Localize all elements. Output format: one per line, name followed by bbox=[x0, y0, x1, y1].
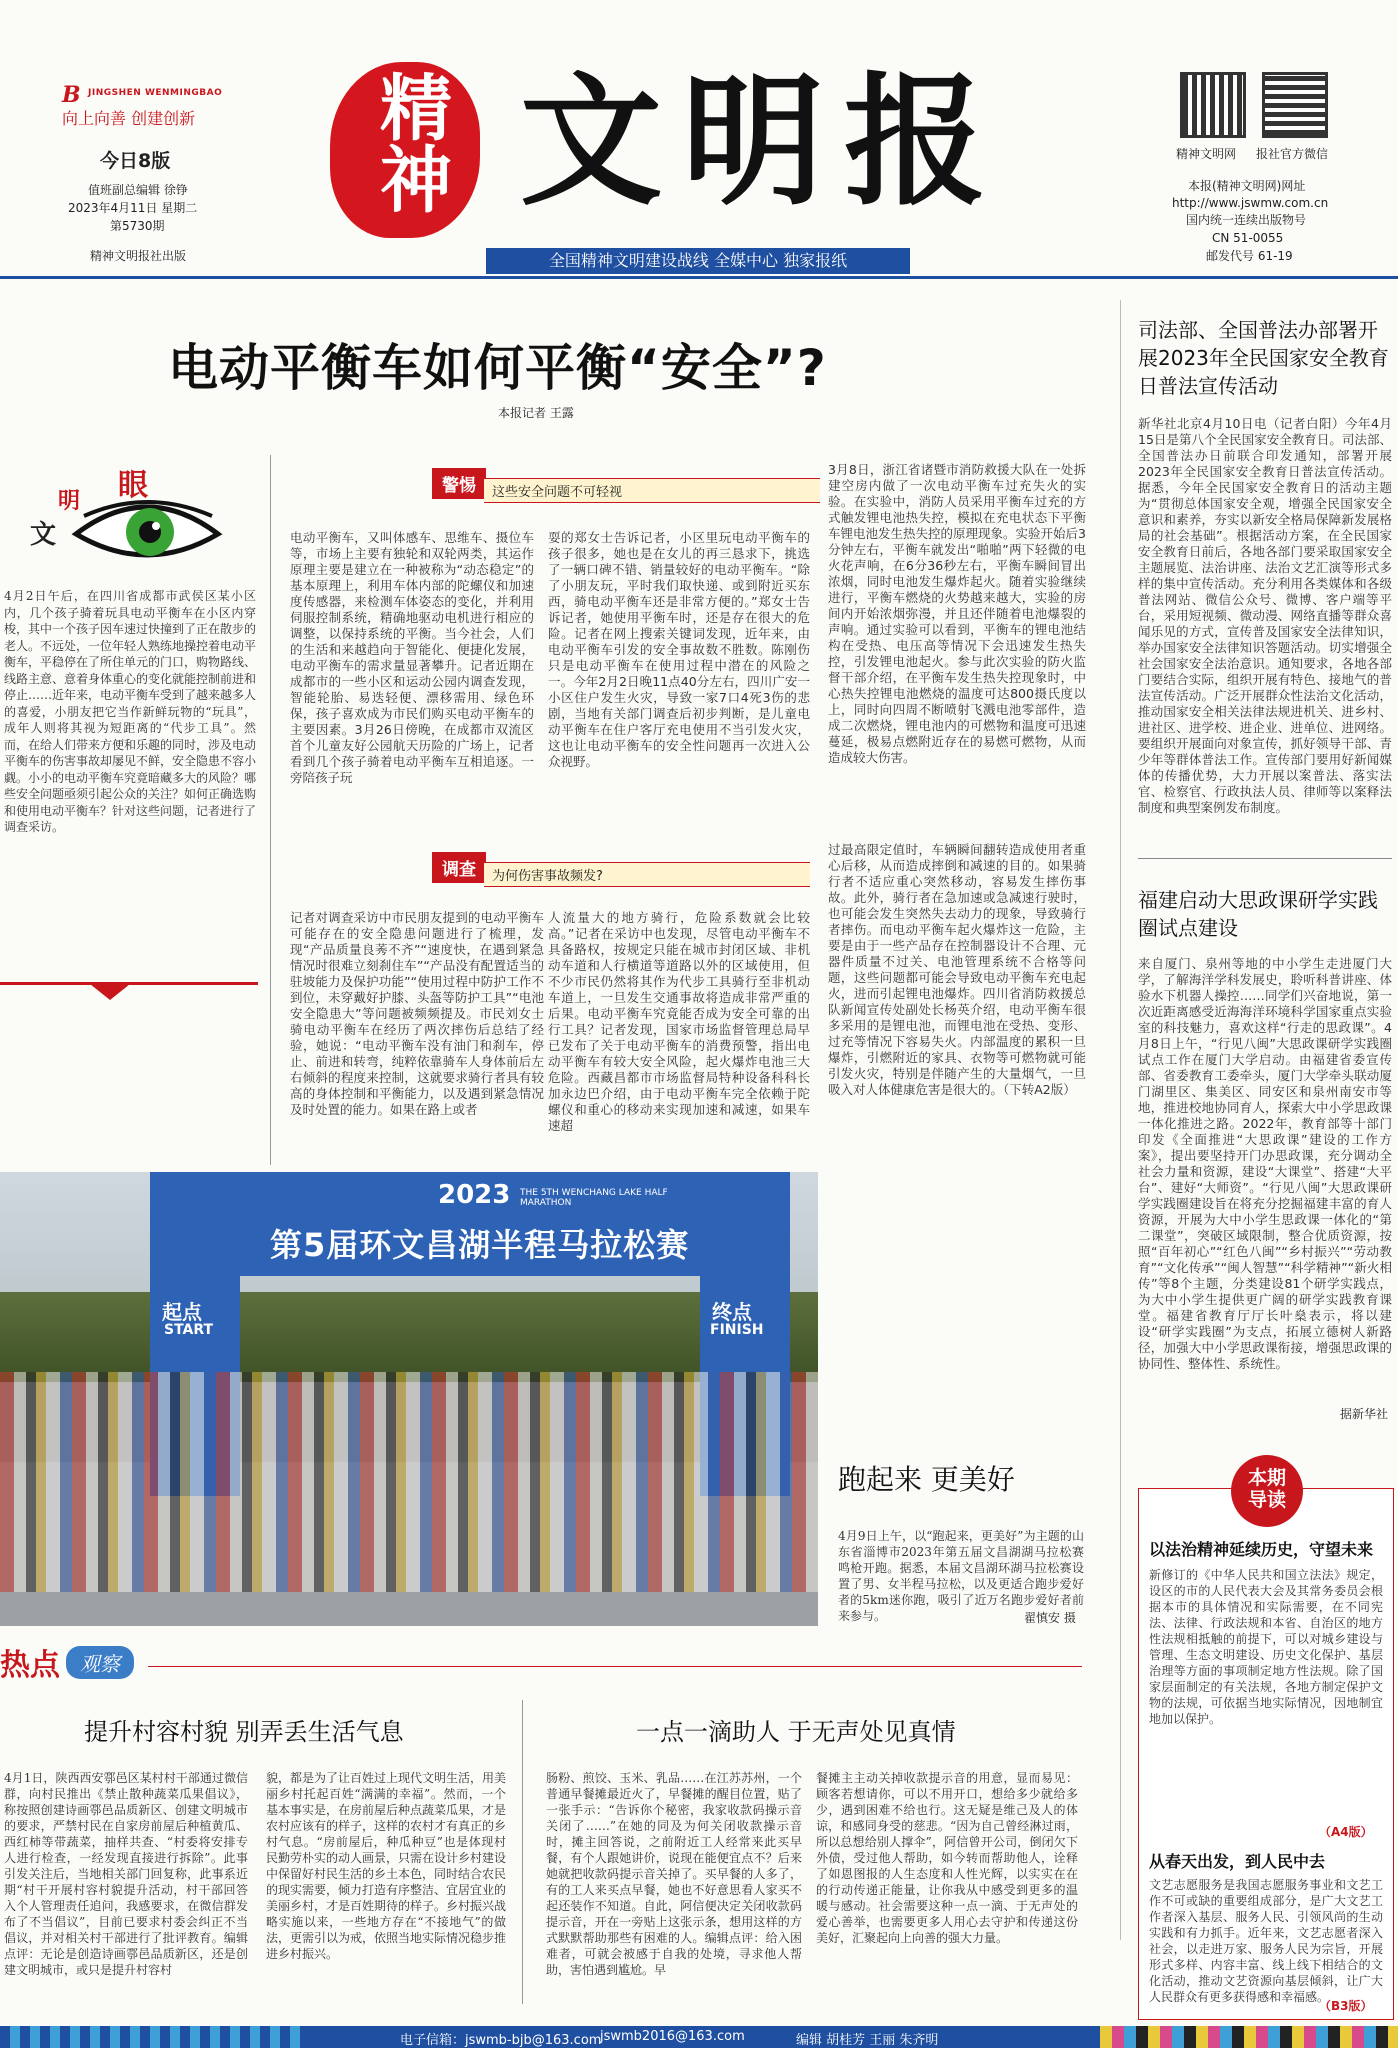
title-red-chars: 精神 bbox=[368, 70, 453, 214]
guide-box bbox=[1138, 1467, 1394, 2020]
divider bbox=[270, 455, 271, 1165]
guide-label: 本期导读 bbox=[1247, 1467, 1286, 1511]
qr-code-2 bbox=[1262, 72, 1328, 138]
sub-heading-2: 为何伤害事故频发? bbox=[484, 862, 810, 887]
right-headline-1: 司法部、全国普法办部署开展2023年全民国家安全教育日普法宣传活动 bbox=[1138, 318, 1389, 398]
hot-text-1a: 4月1日，陕西西安鄠邑区某村村干部通过微信群，向村民推出《禁止散种蔬菜瓜果倡议》，称按照创建诗画鄠邑品质新区、创建文明城市的要求，严禁村民在自家房前屋后种植黄瓜、西红柿等带蔬菜，抽样共查、“村委将安排专人进行检查，一经发现直接进行拆除”。此事引发关注后，当地相关部门回复称，此事系近期“村干开展村容村貌提升活动，村干部回答入个人管理责任追问，我感要求，在微信群发布了不当倡议”，目前已要求村委会纠正不当倡议，并对相关村干部进行了批评教育。编辑点评：无论是创造诗画鄠邑品质新区，还是创建文明城市，或只是提升村容村 bbox=[4, 1771, 248, 1977]
guide-text-1: 新修订的《中华人民共和国立法法》规定，设区的市的人民代表大会及其常务委员会根据本市的具体情况和实际需要，在不同宪法、法律、行政法规和本省、自治区的地方性法规相抵触的前提下，可以对城乡建设与管理、生态文明建设、历史文化保护、基层治理等方面的事项制定地方性法规。除了国家层面制定的有关法规，各地方制定保护文物的法规，可依据当地实际情况，因地制宜地加以保护。 bbox=[1149, 1568, 1383, 1726]
start-cn: 起点 bbox=[162, 1300, 202, 1324]
guide-ref-1[interactable]: （A4版） bbox=[1319, 1825, 1373, 1839]
hot-text-2b: 餐摊主主动关掉收款提示音的用意，显而易见：顾客若想请你，可以不用开口，想给多少就给多少，遇到困难不给也行。这无疑是维己及人的体谅，和感同身受的慈悲。“因为自己曾经淋过雨，所以总想给别人撑伞”，阿信曾开公司，倒闭欠下外债，受过他人帮助，如今转而帮助他人，诠释了如恩图报的人生态度和人性光辉，以实实在在的行动传递正能量，让你我从中感受到更多的温暖与感动。社会需要这种一点一滴、于无声处的爱心善举，也需要更多人用心去守护和传递这份美好，汇聚起向上向善的强大力量。 bbox=[816, 1771, 1078, 1945]
duty-editor: 值班副总编辑 徐铮 bbox=[88, 183, 188, 197]
arch-title: 第5届环文昌湖半程马拉松赛 bbox=[270, 1226, 690, 1264]
guide-ref-2[interactable]: （B3版） bbox=[1319, 1999, 1373, 2013]
masthead-rule bbox=[0, 276, 1398, 279]
arch-year: 2023 bbox=[438, 1180, 511, 1210]
photo-caption-title: 跑起来 更美好 bbox=[838, 1463, 1015, 1496]
slogan: 向上向善 创建创新 bbox=[62, 109, 196, 128]
photo-trees bbox=[0, 1292, 818, 1382]
marathon-photo bbox=[0, 1172, 818, 1626]
guide-headline-1: 以法治精神延续历史，守望未来 bbox=[1149, 1540, 1374, 1559]
footer-email-1[interactable]: 电子信箱：jswmb-bjb@163.com bbox=[400, 2033, 602, 2048]
eye-title-wen: 文 bbox=[30, 520, 57, 550]
finish-cn: 终点 bbox=[712, 1300, 752, 1324]
start-en: START bbox=[164, 1322, 214, 1338]
hot-rule bbox=[148, 1666, 1082, 1667]
tag-alert: 警惕 bbox=[432, 468, 486, 499]
lead-col-3: 3月8日，浙江省诸暨市消防救援大队在一处拆建空房内做了一次电动平衡车过充失火的实验。在实验中，消防人员采用平衡车过充的方式触发锂电池热失控，模拟在充电状态下平衡车锂电池发生热失控的原理现象。实验开始后3分钟左右，平衡车就发出“啪啪”两下轻微的电火花声响，在6分36秒左右，平衡车瞬间冒出浓烟，同时电池发生爆炸起火。随着实验继续进行，平衡车燃烧的火势越来越大，实验的房间内开始浓烟弥漫，并且还伴随着电池爆裂的声响。通过实验可以看到，平衡车的锂电池结构在受热、电压高等情况下会迅速发生热失控，引发锂电池起火。参与此次实验的防火监督干部介绍，在平衡车发生热失控现象时，中心热失控锂电池燃烧的温度可达800摄氏度以上，同时向四周不断喷射飞溅电池零部件，造成二次燃烧，锂电池内的可燃物和温度可迅速蔓延，极易点燃附近存在的易燃可燃物，从而造成较大伤害。 bbox=[828, 462, 1086, 765]
eye-arrow bbox=[90, 984, 130, 1000]
footer-email-2[interactable]: jswmb2016@163.com bbox=[600, 2029, 745, 2044]
cn-number: CN 51-0055 bbox=[1212, 231, 1284, 245]
web-url[interactable]: http://www.jswmw.com.cn bbox=[1172, 196, 1329, 210]
issue-number: 第5730期 bbox=[110, 219, 165, 233]
eye-column bbox=[0, 440, 262, 1000]
brand-logo-mark: B bbox=[62, 82, 81, 108]
today-pages: 今日8版 bbox=[100, 150, 171, 172]
postal-code: 邮发代号 61-19 bbox=[1206, 249, 1293, 263]
footer-editors: 编辑 胡桂芳 王丽 朱齐明 bbox=[796, 2033, 939, 2048]
guide-text-2: 文艺志愿服务是我国志愿服务事业和文艺工作不可或缺的重要组成部分，是广大文艺工作者深入基层、服务人民、引领风尚的生动实践和有力抓手。近年来，文艺志愿者深入社会，以走进万家、服务人民为宗旨，开展形式多样、内容丰富、线上线下相结合的文化活动，推动文艺资源向基层倾斜，让广大人民群众有更多获得感和幸福感。 bbox=[1149, 1878, 1383, 2004]
lead-byline: 本报记者 王露 bbox=[498, 406, 574, 420]
hot-text-1b: 貌，都是为了让百姓过上现代文明生活，用美丽乡村托起百姓“满满的幸福”。然而，一个基本事实是，在房前屋后种点蔬菜瓜果，才是农村应该有的样子，这样的农村才有真正的乡村气息。“房前屋后，种瓜种豆”也是体现村民勤劳朴实的动人画景，只需在设计乡村建设中保留好村民生活的乡土本色，同时结合农民的现实需要，倾力打造有序整洁、宜居宜业的美丽乡村，才是百姓期待的样子。乡村振兴战略实施以来，一些地方存在“不接地气”的做法，更需引以为戒，依照当地实际情况稳步推进乡村振兴。 bbox=[266, 1771, 507, 1961]
guide-headline-2: 从春天出发，到人民中去 bbox=[1149, 1852, 1326, 1871]
lead-headline: 电动平衡车如何平衡“安全”? bbox=[168, 339, 827, 397]
eye-rule bbox=[0, 982, 258, 985]
hot-divider bbox=[522, 1700, 523, 2004]
right-rule bbox=[1138, 858, 1392, 859]
arch-en: THE 5TH WENCHANG LAKE HALF MARATHON bbox=[520, 1188, 668, 1208]
qr-label-2: 报社官方微信 bbox=[1256, 147, 1329, 161]
right-text-2: 来自厦门、泉州等地的中小学生走进厦门大学，了解海洋学科发展史，聆听科普讲座、体验水下机器人操控……同学们兴奋地说，第一次近距离感受近海海洋环境科学国家重点实验室的科技魅力，喜欢这样“行走的思政课”。4月8日上午，“行见八闽”大思政课研学实践圈试点工作在厦门大学启动。由福建省委宣传部、省委教育工委牵头，厦门大学牵头联动厦门湖里区、集美区、同安区和泉州南安市等地，推进校地协同育人，探索大中小学思政课一体化推进之路。2022年，教育部等十部门印发《全面推进“大思政课”建设的工作方案》，提出要坚持开门办思政课，充分调动全社会力量和资源，建设“大课堂”、搭建“大平台”、建好“大师资”。“行见八闽”大思政课研学实践圈建设旨在将充分挖掘福建丰富的育人资源，开展为大中小学生思政课一体化的“第二课堂”，突破区域限制，整合优质资源，按照“百年初心”“红色八闽”“乡村振兴”“劳动教育”“文化传承”“闽人智慧”“科学精神”“新火相传”等8个主题，分类建设81个研学实践点，为大中小学生提供更广阔的研学实践教育课堂。福建省教育厅厅长叶燊表示，将以建设“研学实践圈”为支点，拓展立德树人新路径，加强大中小学思政课衔接，增强思政课的协同性、整体性、系统性。 bbox=[1138, 956, 1392, 1371]
sub-heading-1: 这些安全问题不可轻视 bbox=[484, 478, 820, 503]
title-black-chars: 文明报 bbox=[520, 59, 1006, 225]
divider-right bbox=[1120, 300, 1121, 1940]
hot-text-2a: 肠粉、煎饺、玉米、乳品……在江苏苏州，一个普通早餐摊最近火了，早餐摊的醒目位置，贴了一张手示：“告诉你个秘密，我家收款码操示音关闭了……”在她的同及为何关闭收款操示音时，摊主回答说，之前附近工人经常来此买早餐，有个人跟她讲价，说现在能便宜点不？后来她就把收款码提示音关掉了。买早餐的人多了，有的工人来买点早餐，她也不好意思看人家买不起还装作不知道。自此，阿信便决定关闭收款码提示音，开在一旁贴上这张示条，想用这样的方式默默帮助那些有困难的人。编辑点评：给入困难者，可就会被感于自我的处境，寻求他人帮助，害怕遇到尴尬。早 bbox=[546, 1771, 802, 1977]
right-source: 据新华社 bbox=[1340, 1407, 1389, 1421]
hot-headline-2: 一点一滴助人 于无声处见真情 bbox=[636, 1718, 956, 1746]
right-headline-2: 福建启动大思政课研学实践圈试点建设 bbox=[1138, 888, 1378, 940]
finish-en: FINISH bbox=[710, 1322, 764, 1338]
eye-title-ming: 明 bbox=[58, 488, 81, 514]
lead-col-5: 人流量大的地方骑行，危险系数就会比较高。”记者在采访中也发现，尽管电动平衡车不具备路权，按规定只能在城市封闭区域、非机动车道和人行横道等道路以外的区域使用，但不少市民仍然将其作为代步工具骑行至非机动车道上，一旦发生交通事故将造成非常严重的后果。电动平衡车究竟能否成为安全可靠的出行工具？记者发现，国家市场监督管理总局早已发布了关于电动平衡车的消费预警，指出电动平衡车有较大安全风险，起火爆炸电池三大危险。西藏昌都市市场监督局特种设备科科长加永边巴介绍，由于电动平衡车完全依赖于陀螺仪和重心的移动来实现加速和减速，如果车速超 bbox=[548, 910, 810, 1133]
brand-en: JINGSHEN WENMINGBAO bbox=[88, 88, 223, 98]
qr-label-1: 精神文明网 bbox=[1176, 147, 1237, 161]
eye-icon bbox=[72, 494, 222, 566]
photo-caption: 4月9日上午，以“跑起来，更美好”为主题的山东省淄博市2023年第五届文昌湖湖马拉松赛鸣枪开跑。据悉，本届文昌湖环湖马拉松赛设置了男、女半程马拉松，以及更适合跑步爱好者的5km迷你跑，吸引了近万名跑步爱好者前来参与。 bbox=[838, 1529, 1084, 1623]
eye-title-yan: 眼 bbox=[118, 468, 148, 503]
lead-col-4: 记者对调查采访中市民朋友提到的电动平衡车可能存在的安全隐患问题进行了梳理，发现“产品质量良莠不齐”“速度快，在遇到紧急情况时很难立刻刹住车”“产品没有配置适当的驻坡能力及保护功能”“使用过程中防护工作不到位，未穿戴好护膝、头盔等防护工具”“电池安全隐患大”等问题被频频提及。市民刘女士骑电动平衡车在经历了两次摔伤后总结了经验，她说：“电动平衡车没有油门和刹车，停止、前进和转弯，纯粹依靠骑车人身体前后左右倾斜的程度来控制，这就要求骑行者具有较高的身体控制和平衡能力，以及遇到紧急情况及时处置的能力。如果在路上或者 bbox=[290, 910, 544, 1117]
lead-col-6: 过最高限定值时，车辆瞬间翻转造成使用者重心后移，从而造成摔倒和减速的目的。如果骑行者不适应重心突然移动，容易发生摔伤事故。此外，骑行者在急加速或急减速行驶时，也可能会发生突然失去动力的现象，导致骑行者摔伤。而电动平衡车起火爆炸这一危险，主要是由于一些产品存在控制器设计不合理、元器件质量不过关、电池管理系统不合格等问题，这些问题都可能会导致电动平衡车充电起火，进而引起锂电池爆炸。四川省消防救援总队新闻宣传处副处长杨英介绍，电动平衡车很多采用的是锂电池，而锂电池在受热、变形、过充等情况下容易失火。内部温度的累积一旦爆炸，引燃附近的家具、衣物等可燃物就可能引发火灾，特别是伴随产生的大量烟气，一旦吸入对人体健康危害是很大的。（下转A2版） bbox=[828, 842, 1086, 1097]
photo-credit: 翟慎安 摄 bbox=[1024, 1611, 1076, 1625]
masthead-banner: 全国精神文明建设战线 全媒中心 独家报纸 bbox=[486, 248, 910, 274]
hot-label: 热点 bbox=[0, 1648, 60, 1683]
hot-headline-1: 提升村容村貌 别弄丢生活气息 bbox=[84, 1718, 404, 1746]
hot-label-tab: 观察 bbox=[66, 1646, 134, 1679]
lead-col-1: 电动平衡车，又叫体感车、思维车、摄位车等，市场上主要有独轮和双轮两类，其运作原理主要是建立在一种被称为“动态稳定”的基本原理上，利用车体内部的陀螺仪和加速度传感器，来检测车体姿态的变化，并利用伺服控制系统，精确地驱动电机进行相应的调整，以保持系统的平衡。当今社会，人们的生活和来越趋向于智能化、便捷化发展，电动平衡车的需求量显著攀升。记者近期在成都市的一些小区和运动公园内调查发现，智能轮胎、易迭轻便、漂移需用、绿色环保，孩子喜欢成为市民们购买电动平衡车的主要因素。3月26日傍晚，在成都市双流区首个儿童友好公园航天历险的广场上，记者看到几个孩子骑着电动平衡车互相追逐。一旁陪孩子玩 bbox=[290, 530, 534, 785]
lead-col-2: 耍的郑女士告诉记者，小区里玩电动平衡车的孩子很多，她也是在女儿的再三恳求下，挑选了一辆口碑不错、销量较好的电动平衡车。“除了小朋友玩，平时我们取快递、或到附近买东西，骑电动平衡车还是非常方便的。”郑女士告诉记者，她使用平衡车时，还是存在很大的危险。记者在网上搜索关键词发现，近年来，由电动平衡车引发的安全事故数不胜数。陈刚伤只是电动平衡车在使用过程中潜在的风险之一。今年2月2日晚11点40分左右，四川广安一小区住户发生火灾，导致一家7口4死3伤的悲剧，当地有关部门调查后初步判断，是儿童电动平衡车在住户客厅充电使用不当引发火灾，这也让电动平衡车的安全性问题再一次进入公众视野。 bbox=[548, 530, 810, 769]
qr-code-1 bbox=[1180, 72, 1246, 138]
photo-crowd bbox=[0, 1372, 818, 1592]
footer-color-bars-right bbox=[1100, 2026, 1398, 2048]
masthead bbox=[0, 0, 1398, 280]
cn-label: 国内统一连续出版物号 bbox=[1186, 213, 1307, 227]
eye-text: 4月2日午后，在四川省成都市武侯区某小区内，几个孩子骑着玩具电动平衡车在小区内穿梭，其中一个孩子因车速过快撞到了正在散步的老人。不远处，一位年轻人熟练地操控着电动平衡车，平稳停在了所住单元的门口，购物路线、线路主意、意着身体重心的变化就能控制前进和停止……近年来，电动平衡车受到了越来越多人的喜爱，小朋友把它当作新鲜玩物的“玩具”，成年人则将其视为短距离的“代步工具”。然而，在给人们带来方便和乐趣的同时，涉及电动平衡车的伤害事故却屡见不鲜，安全隐患不容小觑。小小的电动平衡车究竟暗藏多大的风险？哪些安全问题亟须引起公众的关注？如何正确选购和使用电动平衡车？针对这些问题，记者进行了调查采访。 bbox=[4, 589, 257, 834]
footer-color-bars bbox=[0, 2026, 300, 2048]
issue-date: 2023年4月11日 星期二 bbox=[68, 201, 198, 215]
right-text-1: 新华社北京4月10日电（记者白阳）今年4月15日是第八个全民国家安全教育日。司法部、全国普法办日前联合印发通知，部署开展2023年全民国家安全教育日普法宣传活动。据悉，今年全民国家安全教育日的活动主题为“贯彻总体国家安全观，增强全民国家安全意识和素养，夯实以新安全格局保障新发展格局的社会基础”。根据活动方案，在全民国家安全教育日前后，各地各部门要采取国家安全主题展览、法治讲座、法治文艺汇演等形式多样的集中宣传活动。充分利用各类媒体和各级普法网站、微信公众号、微博、客户端等平台，采用短视频、微动漫、网络直播等群众喜闻乐见的方式，宣传普及国家安全法律知识，举办国家安全法律知识答题活动。切实增强全社会国家安全法治意识。通知要求，各地各部门要结合实际，组织开展有特色、接地气的普法宣传活动。广泛开展群众性法治文化活动，推动国家安全相关法律法规进机关、进乡村、进社区、进学校、进企业、进单位、进网络。要组织开展面向对象宣传，抓好领导干部、青少年等群体普法工作。宣传部门要用好新闻媒体的传播优势，大力开展以案普法、落实法官、检察官、行政执法人员、律师等以案释法制度和典型案例发布制度。 bbox=[1138, 416, 1392, 815]
publisher: 精神文明报社出版 bbox=[90, 249, 187, 263]
footer-bar bbox=[0, 2026, 1398, 2048]
web-label: 本报(精神文明网)网址 bbox=[1188, 179, 1306, 193]
tag-survey: 调查 bbox=[432, 852, 486, 883]
